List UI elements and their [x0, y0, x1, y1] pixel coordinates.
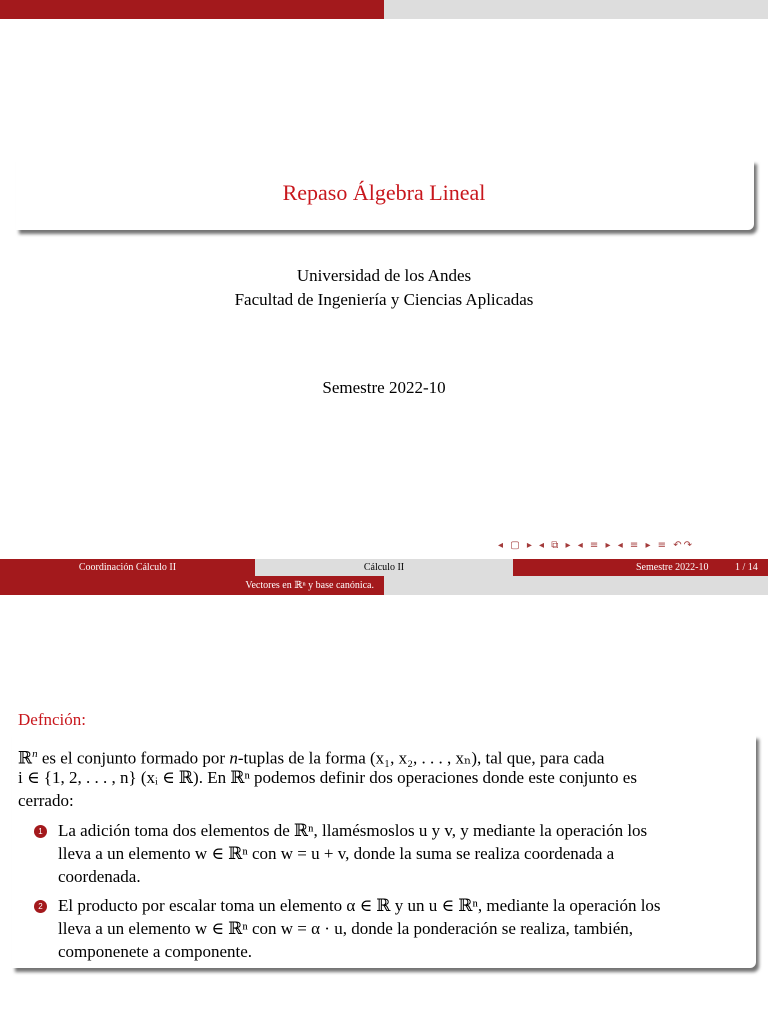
item-2-line-1: El producto por escalar toma un elemento α ∈ ℝ y un u ∈ ℝⁿ, mediante la operación los [58, 896, 661, 915]
faculty-name: Facultad de Ingeniería y Ciencias Aplicadas [234, 290, 534, 309]
item-1-line-3: coordenada. [58, 867, 141, 886]
definition-line-1: ℝ$^n$ es el conjunto formado por n-tuplas de la forma (x₁, x₂, . . . , xₙ), tal que, para cada [18, 748, 605, 768]
enumerate-bullet-2: 2 [34, 900, 47, 913]
institution-name: Universidad de los Andes [296, 266, 472, 285]
footer-page-number: 1 / 14 [735, 562, 758, 573]
item-2-line-2: lleva a un elemento w ∈ ℝⁿ con w = α · u, donde la ponderación se realiza, también, [58, 919, 634, 938]
enumerate-bullet-1: 1 [34, 825, 47, 838]
footer-date: Semestre 2022-10 [636, 562, 709, 573]
definition-title: Defnción: [18, 710, 86, 729]
footer-title: Cálculo II [363, 562, 405, 573]
top-bar-gray [384, 0, 768, 19]
definition-line-3: cerrado: [18, 791, 74, 810]
slide-title: Repaso Álgebra Lineal [282, 180, 486, 205]
beamer-nav-icons[interactable]: ◂ ▢ ▸ ◂ ⧉ ▸ ◂ ≡ ▸ ◂ ≡ ▸ ≡ ↶↷ [498, 540, 694, 551]
slide2-header-bar-gray [384, 576, 768, 595]
slide2-section-title: Vectores en ℝⁿ y base canónica. [245, 580, 374, 591]
semester-text: Semestre 2022-10 [322, 378, 446, 397]
top-bar-red [0, 0, 384, 19]
item-1-line-1: La adición toma dos elementos de ℝⁿ, llamésmoslos u y v, y mediante la operación los [58, 821, 648, 840]
footer-author: Coordinación Cálculo II [78, 562, 177, 573]
definition-line-2: i ∈ {1, 2, . . . , n} (xᵢ ∈ ℝ). En ℝⁿ podemos definir dos operaciones donde este conjunto es [18, 768, 637, 787]
item-1-line-2: lleva a un elemento w ∈ ℝⁿ con w = u + v, donde la suma se realiza coordenada a [58, 844, 615, 863]
item-2-line-3: componenete a componente. [58, 942, 253, 961]
